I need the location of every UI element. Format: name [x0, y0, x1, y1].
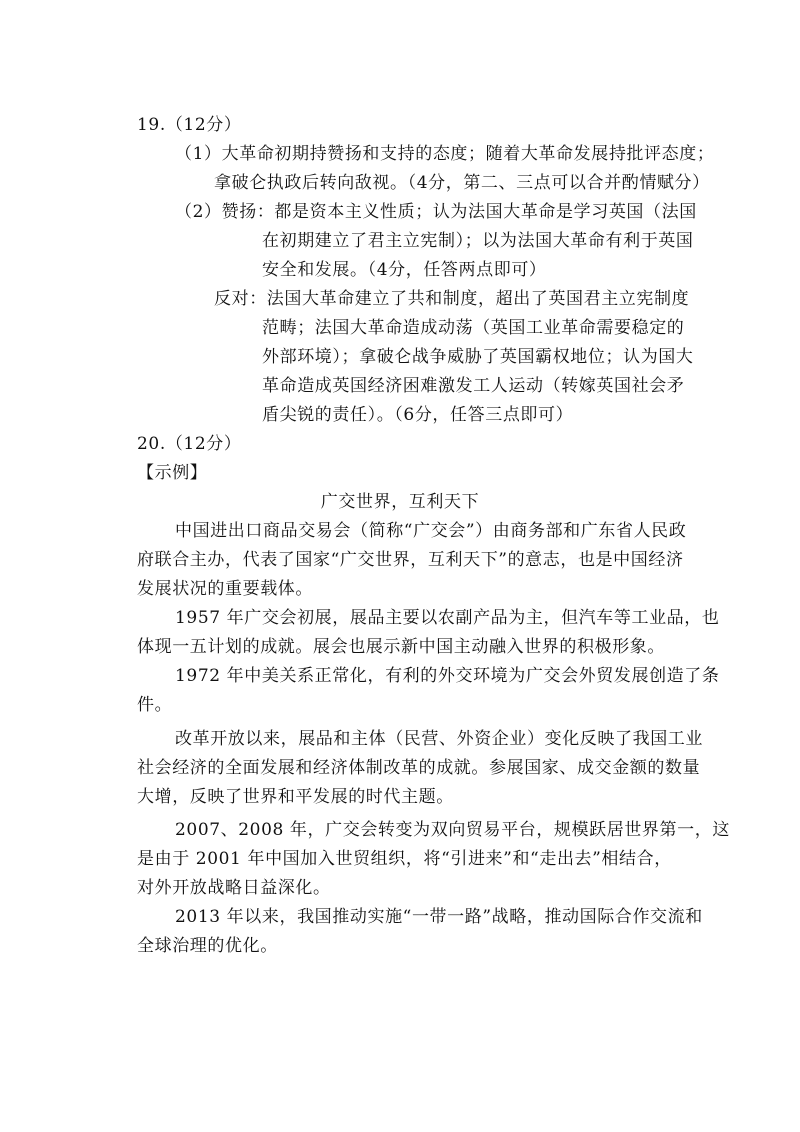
essay-paragraph-line: 改革开放以来，展品和主体（民营、外资企业）变化反映了我国工业	[175, 729, 703, 749]
q19-part1-line2: 拿破仑执政后转向敌视。（4分，第二、三点可以合并酌情赋分）	[214, 173, 710, 193]
essay-paragraph-line: 对外开放战略日益深化。	[137, 878, 331, 898]
q19-part2-oppose-line3: 外部环境）；拿破仑战争威胁了英国霸权地位；认为国大	[262, 347, 694, 367]
essay-paragraph-line: 体现一五计划的成就。展会也展示新中国主动融入世界的积极形象。	[137, 637, 665, 657]
q19-part2-praise-line3: 安全和发展。（4分，任答两点即可）	[262, 260, 547, 280]
q19-part2-praise-line2: 在初期建立了君主立宪制）；以为法国大革命有利于英国	[262, 231, 694, 251]
essay-paragraph-line: 2013 年以来，我国推动实施“一带一路”战略，推动国际合作交流和	[175, 907, 703, 927]
essay-paragraph-line: 大增，反映了世界和平发展的时代主题。	[137, 787, 454, 807]
essay-paragraph-line: 全球治理的优化。	[137, 936, 278, 956]
essay-paragraph-line: 社会经济的全面发展和经济体制改革的成就。参展国家、成交金额的数量	[137, 758, 701, 778]
essay-paragraph-line: 发展状况的重要载体。	[137, 579, 313, 599]
q19-part2-oppose-line4: 革命造成英国经济困难激发工人运动（转嫁英国社会矛	[262, 376, 685, 396]
q19-part2-oppose-line5: 盾尖锐的责任）。（6分，任答三点即可）	[262, 405, 574, 425]
essay-paragraph-line: 1972 年中美关系正常化，有利的外交环境为广交会外贸发展创造了条	[175, 666, 720, 686]
q19-header: 19.（12分）	[137, 115, 242, 135]
q20-example-label: 【示例】	[137, 463, 208, 483]
essay-title: 广交世界，互利天下	[320, 492, 480, 512]
essay-paragraph-line: 中国进出口商品交易会（简称“广交会”）由商务部和广东省人民政	[175, 521, 687, 541]
essay-paragraph-line: 府联合主办，代表了国家“广交世界，互利天下”的意志，也是中国经济	[137, 550, 684, 570]
q19-part1-line1: （1）大革命初期持赞扬和支持的态度；随着大革命发展持批评态度；	[175, 144, 715, 164]
q19-part2-praise-line1: （2）赞扬：都是资本主义性质；认为法国大革命是学习英国（法国	[175, 202, 697, 222]
essay-paragraph-line: 是由于 2001 年中国加入世贸组织，将“引进来”和“走出去”相结合，	[137, 849, 672, 869]
essay-paragraph-line: 件。	[137, 695, 173, 715]
q19-part2-oppose-line1: 反对：法国大革命建立了共和制度，超出了英国君主立宪制度	[214, 289, 690, 309]
essay-paragraph-line: 1957 年广交会初展，展品主要以农副产品为主，但汽车等工业品，也	[175, 608, 720, 628]
q20-header: 20.（12分）	[137, 434, 242, 454]
essay-paragraph-line: 2007、2008 年，广交会转变为双向贸易平台，规模跃居世界第一，这	[175, 820, 730, 840]
q19-part2-oppose-line2: 范畴；法国大革命造成动荡（英国工业革命需要稳定的	[262, 318, 685, 338]
